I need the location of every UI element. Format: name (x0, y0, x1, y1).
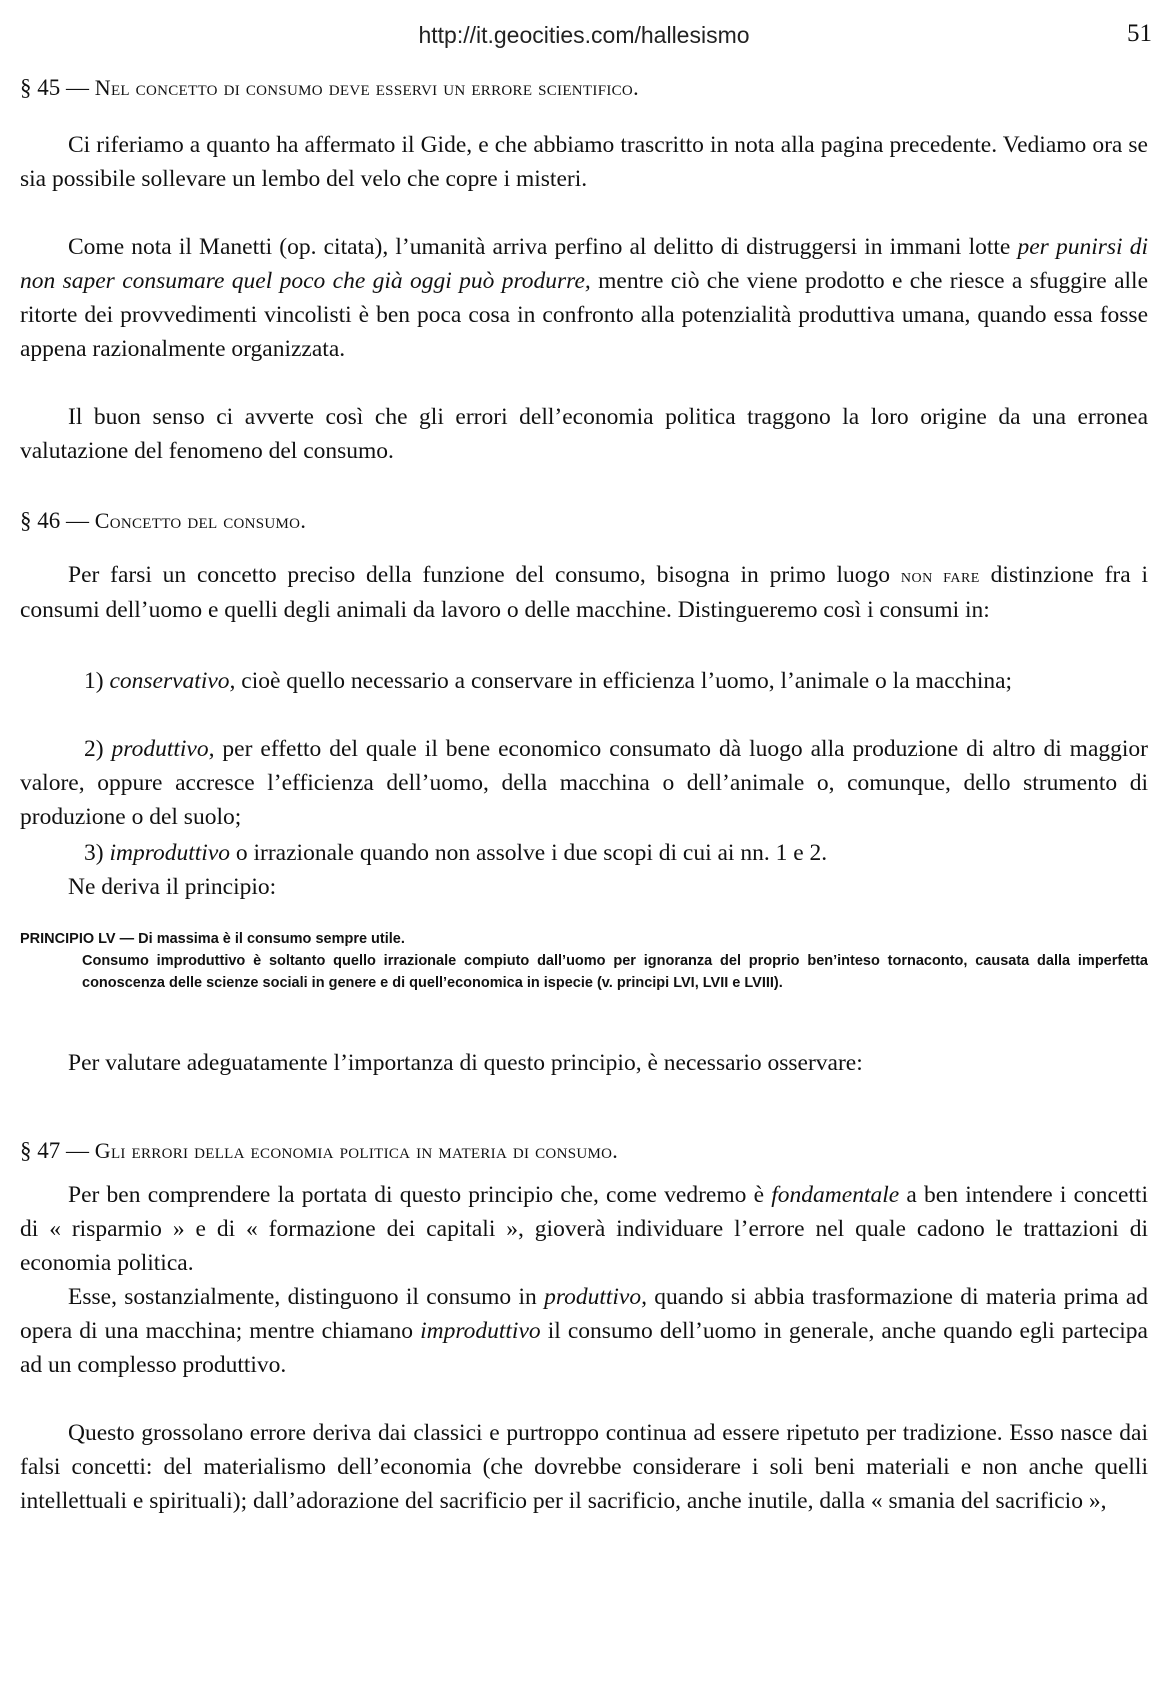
section-46-closing: Per valutare adeguatamente l’importanza di questo principio, è necessario osservare: (68, 1050, 863, 1076)
section-45-heading (20, 75, 1148, 101)
section-47-paragraph-2: Esse, sostanzialmente, distinguono il consumo in produttivo, quando si abbia trasformazione di materia prima ad opera di una macchina; mentre chiamano improduttivo il consumo dell’uomo in generale, anche quando egli partecipa ad un complesso produttivo. (20, 1284, 1149, 1378)
section-45-paragraph-3: Il buon senso ci avverte così che gli errori dell’economia politica traggono la loro origine da una erronea valutazione del fenomeno del consumo. (20, 404, 1148, 464)
list-item-improduttivo: 3) improduttivo o irrazionale quando non assolve i due scopi di cui ai nn. 1 e 2. (84, 840, 828, 866)
principle-lead-in: Ne deriva il principio: (68, 874, 277, 900)
section-47-paragraph-3: Questo grossolano errore deriva dai classici e purtroppo continua ad essere ripetuto per tradizione. Esso nasce dai falsi concetti: del materialismo dell’economia (che dovrebbe considerare i soli beni materiali e non anche quelli intellettuali e spirituali); dall’adorazione del sacrificio per il sacrificio, anche inutile, dalla « smania del sacrificio », (20, 1420, 1148, 1514)
section-45-title: Nel concetto di consumo deve esservi un errore scientifico. (94, 75, 639, 100)
section-47-heading (20, 1138, 1148, 1164)
section-45-number: § 45 — (20, 75, 89, 100)
list-item-produttivo: 2) produttivo, per effetto del quale il bene economico consumato dà luogo alla produzione di altro di maggior valore, oppure accresce l’efficienza dell’uomo, della macchina o dell’animale o, comunque, dello strumento di produzione o del suolo; (20, 736, 1148, 830)
section-46-title: Concetto del consumo. (94, 508, 307, 533)
section-47-number: § 47 — (20, 1138, 89, 1163)
section-46-heading (20, 508, 1148, 534)
section-46-number: § 46 — (20, 508, 89, 533)
page-number: 51 (1127, 20, 1152, 47)
section-45-paragraph-1: Ci riferiamo a quanto ha affermato il Gide, e che abbiamo trascritto in nota alla pagina precedente. Vediamo ora se sia possibile sollevare un lembo del velo che copre i misteri. (20, 132, 1148, 192)
section-46-paragraph-1: Per farsi un concetto preciso della funzione del consumo, bisogna in primo luogo non fare distinzione fra i consumi dell’uomo e quelli degli animali da lavoro o delle macchine. Distingueremo così i consumi in: (20, 562, 1148, 623)
section-47-title: Gli errori della economia politica in materia di consumo. (94, 1138, 619, 1163)
section-47-paragraph-1: Per ben comprendere la portata di questo principio che, come vedremo è fondamentale a ben intendere i concetti di « risparmio » e di « formazione dei capitali », gioverà individuare l’errore nel quale cadono le trattazioni di economia politica. (20, 1182, 1148, 1276)
source-url: http://it.geocities.com/hallesismo (418, 22, 750, 48)
principle-lv-body: Consumo improduttivo è soltanto quello irrazionale compiuto dall’uomo per ignoranza del proprio ben’inteso tornaconto, causata dalla imperfetta conoscenza delle scienze sociali in genere e di quell’economica in ispecie (v. principi LVI, LVII e LVIII). (82, 953, 1148, 991)
section-45-paragraph-2: Come nota il Manetti (op. citata), l’umanità arriva perfino al delitto di distruggersi in immani lotte per punirsi di non saper consumare quel poco che già oggi può produrre, mentre ciò che viene prodotto e che riesce a sfuggire alle ritorte dei provvedimenti vincolisti è ben poca cosa in confronto alla potenzialità produttiva umana, quando essa fosse appena razionalmente organizzata. (20, 234, 1148, 362)
principle-lv-title: PRINCIPIO LV — Di massima è il consumo sempre utile. (20, 931, 405, 947)
list-item-conservativo: 1) conservativo, cioè quello necessario a conservare in efficienza l’uomo, l’animale o la macchina; (84, 668, 1013, 694)
principle-lv-box (20, 928, 1148, 994)
